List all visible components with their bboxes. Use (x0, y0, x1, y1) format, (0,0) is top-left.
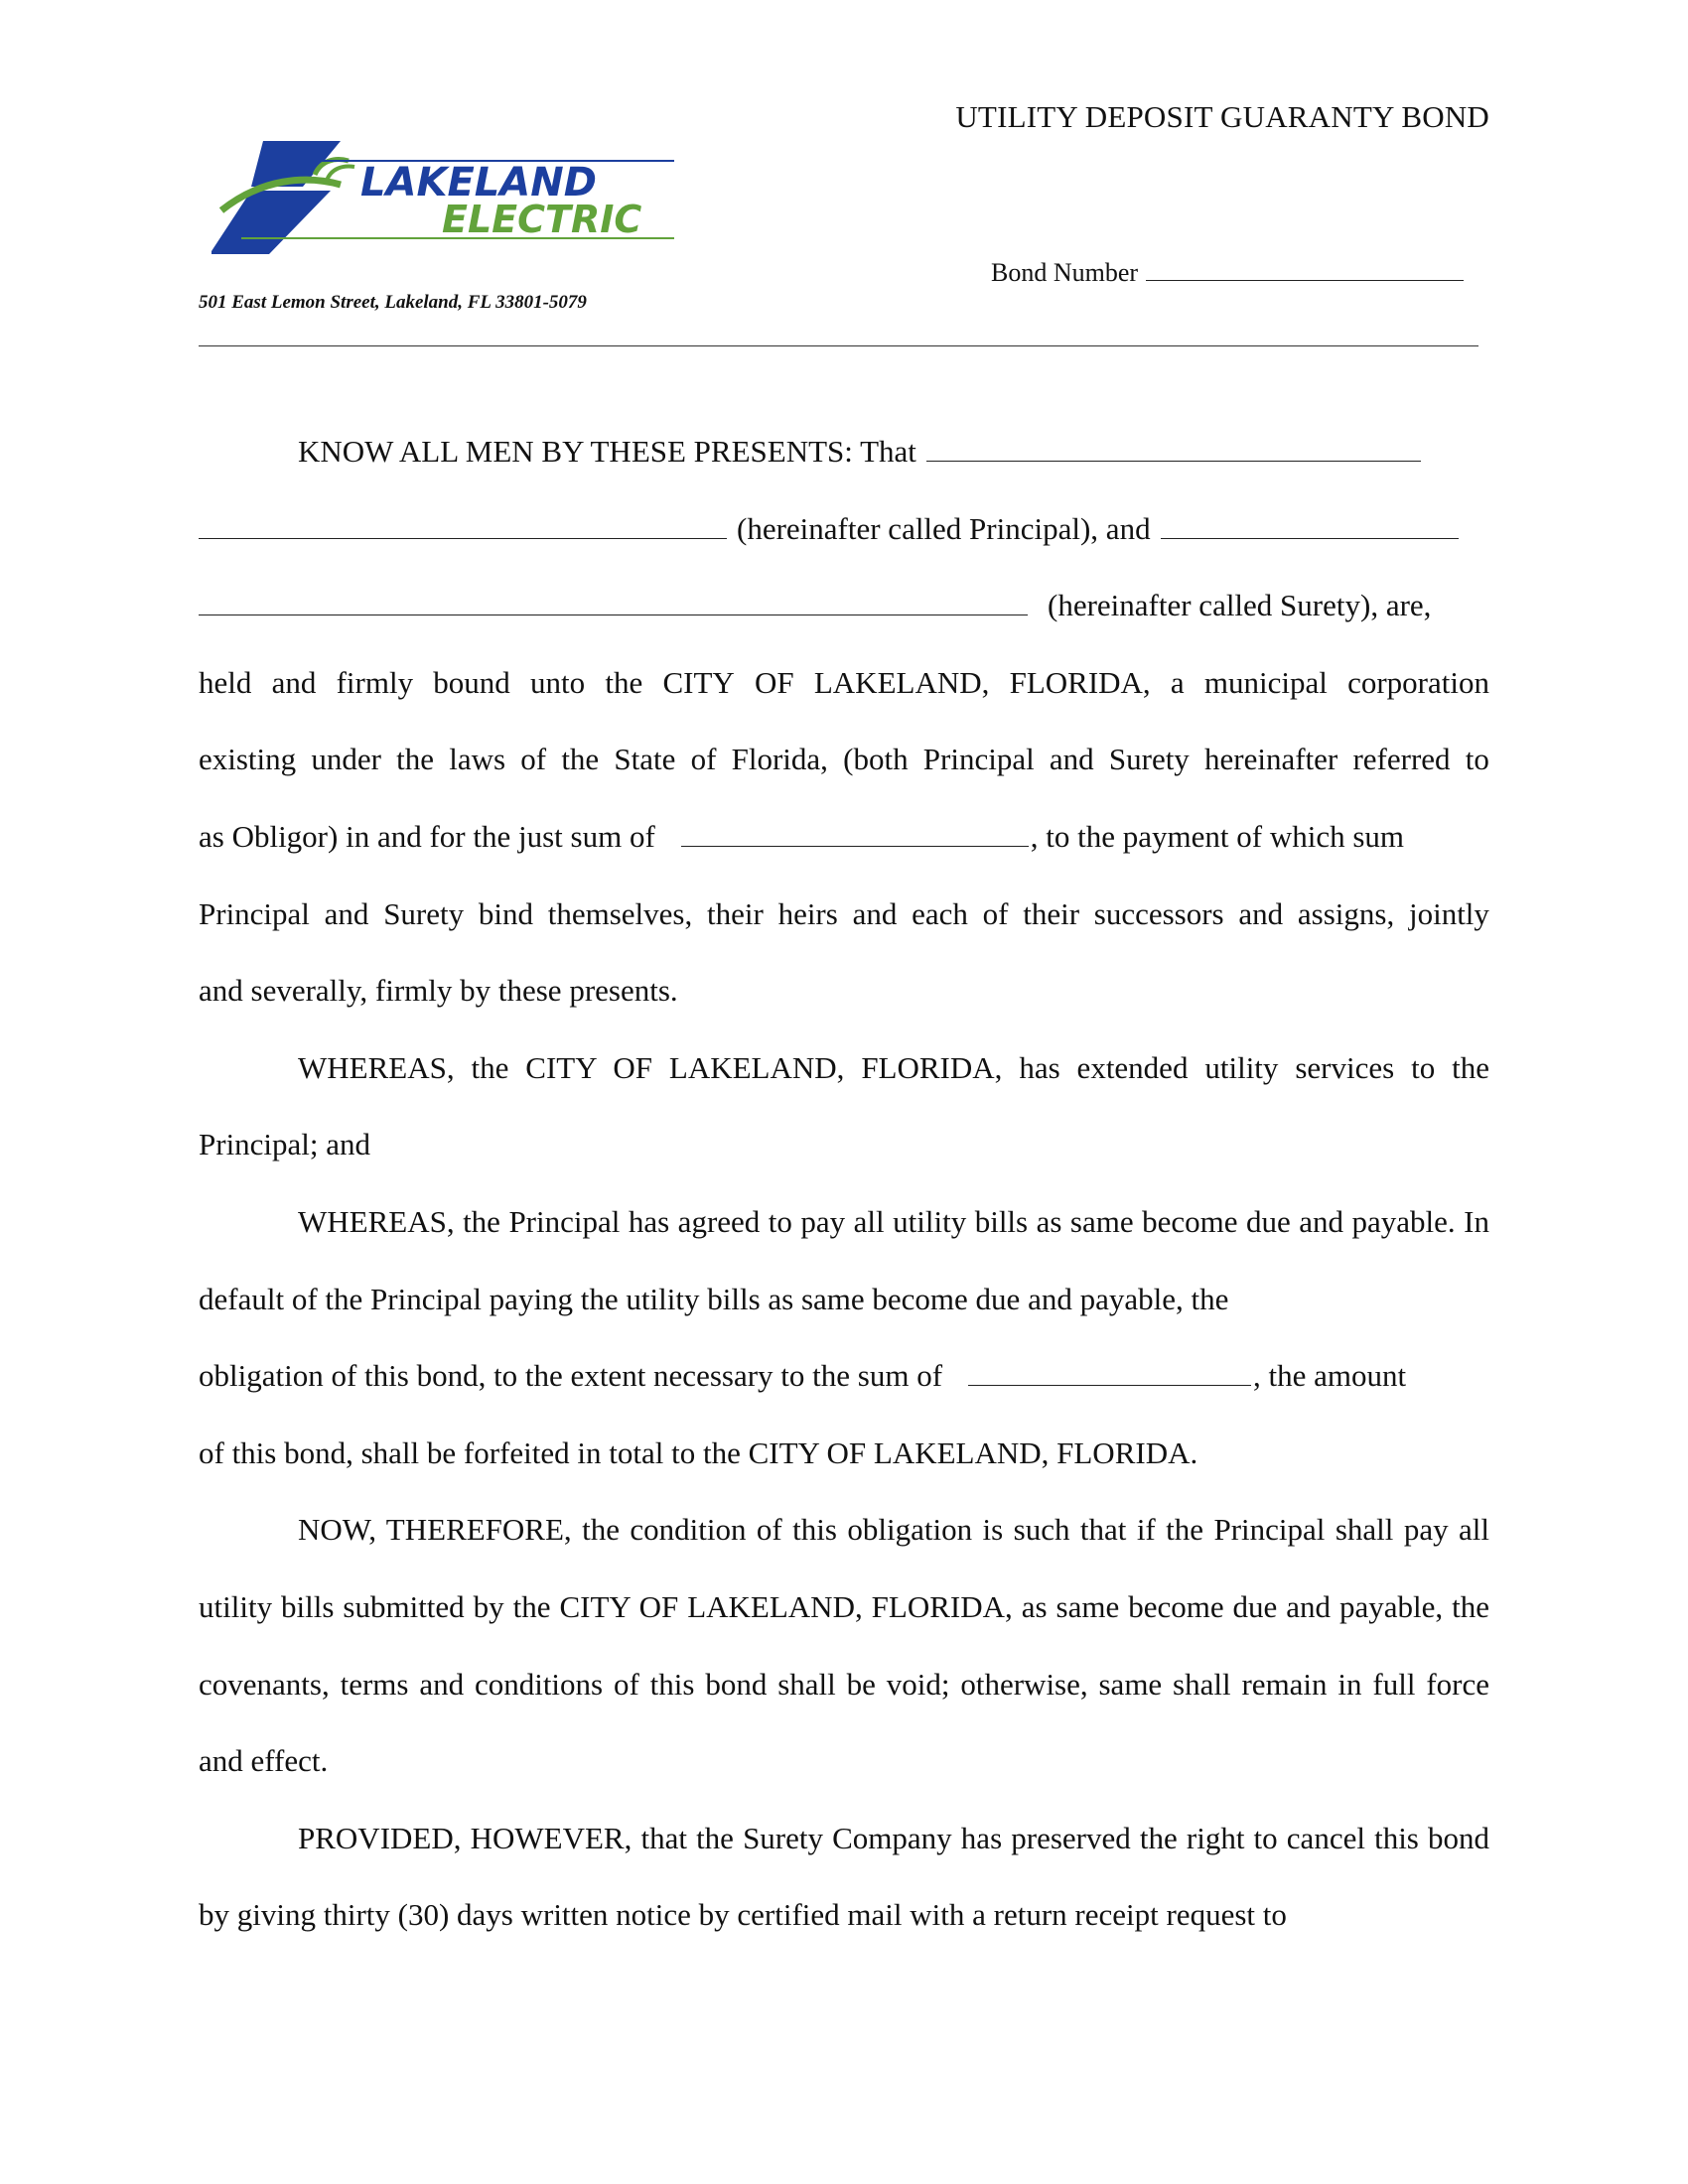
text-forfeited: of this bond, shall be forfeited in total to the CITY OF LAKELAND, FLORIDA. (199, 1434, 1198, 1470)
logo-line2: ELECTRIC (442, 198, 642, 241)
paragraph-whereas-agreed (199, 1183, 1489, 1491)
logo-line1: LAKELAND (360, 160, 597, 205)
bond-body (199, 413, 1489, 1954)
text-the-amount: , the amount (1253, 1358, 1407, 1394)
text-bind-themselves: Principal and Surety bind themselves, their heirs and each of their successors and assigns, jointly (199, 895, 1489, 931)
paragraph-provided-however: PROVIDED, HOWEVER, that the Surety Company has preserved the right to cancel this bond by giving thirty (30) days written notice by certified mail with a return receipt request to (199, 1820, 1489, 1933)
paragraph-know-all-men (199, 413, 1489, 1029)
principal-name-blank-1 (926, 460, 1421, 462)
text-held-firmly-bound: held and firmly bound unto the CITY OF LAKELAND, FLORIDA, a municipal corporation (199, 664, 1489, 700)
text-know-all-men: KNOW ALL MEN BY THESE PRESENTS: That (298, 434, 916, 469)
text-existing-under-laws: existing under the laws of the State of Florida, (both Principal and Surety hereinafter referred to (199, 742, 1489, 777)
text-severally: and severally, firmly by these presents. (199, 973, 678, 1009)
lakeland-electric-logo (211, 139, 678, 256)
text-payment-of-sum: , to the payment of which sum (1030, 818, 1405, 854)
company-address: 501 East Lemon Street, Lakeland, FL 33801-5079 (199, 292, 587, 313)
forfeit-sum-blank (968, 1384, 1251, 1386)
bond-number-label: Bond Number (991, 258, 1139, 287)
header-divider (199, 345, 1478, 346)
paragraph-whereas-services: WHEREAS, the CITY OF LAKELAND, FLORIDA, has extended utility services to the Principal; and (199, 1049, 1489, 1162)
surety-name-blank-2 (199, 614, 1028, 615)
bond-number-blank (1146, 279, 1464, 281)
logo-bolt-lower (211, 191, 331, 254)
text-extent-necessary: obligation of this bond, to the extent necessary to the sum of (199, 1358, 943, 1394)
paragraph-now-therefore: NOW, THEREFORE, the condition of this obligation is such that if the Principal shall pay all utility bills submitted by the CITY OF LAKELAND, FLORIDA, as same become due and payable, the covenants, terms and conditions of this bond shall be void; otherwise, same shall remain in full force and effect. (199, 1512, 1489, 1779)
principal-name-blank-2 (199, 537, 727, 539)
text-just-sum-of: as Obligor) in and for the just sum of (199, 818, 655, 854)
bond-number-field (991, 258, 1464, 288)
text-hereinafter-principal: (hereinafter called Principal), and (737, 510, 1151, 546)
text-hereinafter-surety: (hereinafter called Surety), are, (1048, 588, 1432, 623)
bond-sum-blank (681, 845, 1029, 847)
text-whereas-agreed: WHEREAS, the Principal has agreed to pay all utility bills as same become due and payable. In default of the Principal paying the utility bills as same become due and payable, the (199, 1203, 1489, 1316)
surety-name-blank-1 (1161, 537, 1459, 539)
document-title: UTILITY DEPOSIT GUARANTY BOND (955, 99, 1489, 134)
